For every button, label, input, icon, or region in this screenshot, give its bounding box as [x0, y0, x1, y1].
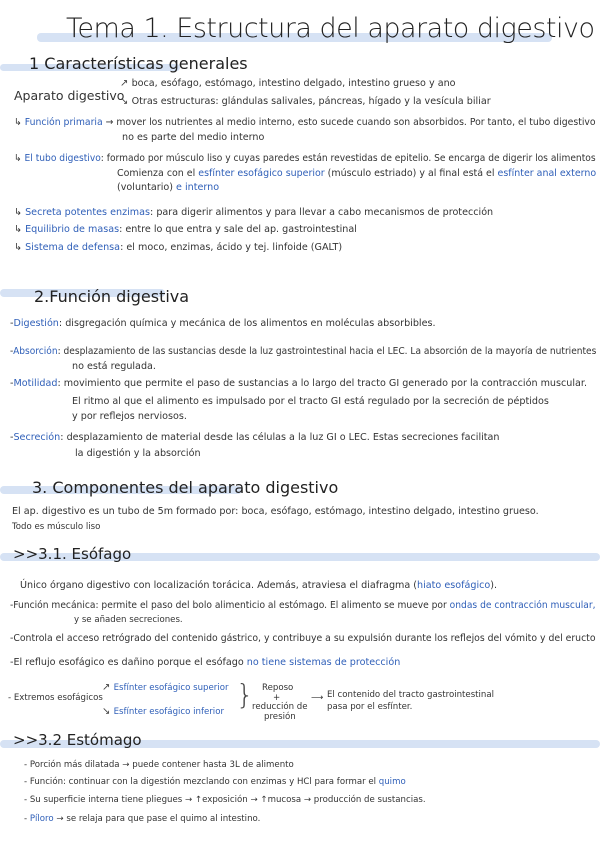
curved-arrow-icon: ↘	[102, 706, 114, 717]
return-arrow-icon: ↳	[14, 207, 26, 218]
esofago-mecanica-2: y se añaden secreciones.	[74, 615, 183, 625]
estomago-item-4: - Píloro → se relaja para que pase el quimo al intestino.	[24, 814, 261, 824]
funcion-primaria-line2: no es parte del medio interno	[122, 132, 265, 143]
esfinter-superior: ↗ Esfínter esofágico superior	[102, 682, 229, 693]
aparato-label: Aparato digestivo	[14, 88, 125, 103]
esofago-result-1: El contenido del tracto gastrointestinal	[327, 690, 495, 700]
estomago-heading: >>3.2 Estómago	[13, 731, 142, 749]
return-arrow-icon: ↳	[14, 224, 26, 235]
curved-arrow-icon: ↗	[120, 78, 132, 89]
extremos-label: - Extremos esofágicos	[8, 693, 103, 703]
esofago-result-2: pasa por el esfínter.	[327, 702, 413, 712]
plus-sign: +	[273, 693, 281, 703]
motilidad-row: -Motilidad: movimiento que permite el paso de sustancias a lo largo del tracto GI generado por la contracción muscular.	[10, 378, 588, 389]
section-3-intro-2: Todo es músculo liso	[12, 522, 101, 532]
estomago-item-1: - Porción más dilatada → puede contener hasta 3L de alimento	[24, 760, 294, 770]
tubo-line2: Comienza con el esfínter esofágico superior (músculo estriado) y al final está el esfínter anal externo	[117, 168, 597, 179]
esofago-heading: >>3.1. Esófago	[13, 545, 132, 563]
curved-arrow-icon: ↘	[120, 96, 132, 107]
right-brace-icon: }	[236, 678, 254, 711]
esofago-controla: -Controla el acceso retrógrado del contenido gástrico, y contribuye a su expulsión durante los reflejos del vómito y del eructo	[10, 633, 596, 644]
return-arrow-icon: ↳	[14, 117, 25, 128]
esofago-line1: Único órgano digestivo con localización torácica. Además, atraviesa el diafragma (hiato esofágico).	[20, 580, 498, 591]
section-1-heading: 1 Características generales	[29, 54, 248, 73]
defensa-row: ↳ Sistema de defensa: el moco, enzimas, ácido y tej. linfoide (GALT)	[14, 242, 343, 253]
secrecion-row: -Secreción: desplazamiento de material desde las células a la luz GI o LEC. Estas secreciones facilitan	[10, 432, 500, 443]
funcion-primaria-row: ↳ Función primaria → mover los nutrientes al medio interno, esto sucede cuando son absorbidos. Por tanto, el tubo digestivo	[14, 117, 596, 128]
estomago-item-2: - Función: continuar con la digestión mezclando con enzimas y HCl para formar el quimo	[24, 777, 406, 787]
esofago-reflujo: -El reflujo esofágico es dañino porque el esófago no tiene sistemas de protección	[10, 657, 401, 668]
digestion-row: -Digestión: disgregación química y mecánica de los alimentos en moléculas absorbibles.	[10, 318, 436, 329]
tubo-row: ↳ El tubo digestivo: formado por músculo liso y cuyas paredes están revestidas de epitelio. Se encarga de digerir los alimentos	[14, 153, 596, 164]
motilidad-line2: El ritmo al que el alimento es impulsado por el tracto GI está regulado por la secreción de péptidos	[72, 396, 549, 407]
presion-label: presión	[264, 712, 296, 722]
estomago-item-3: - Su superficie interna tiene pliegues → ↑exposición → ↑mucosa → producción de sustancias.	[24, 795, 426, 805]
section-3-intro-1: El ap. digestivo es un tubo de 5m formado por: boca, esófago, estómago, intestino delgado, intestino grueso.	[12, 506, 539, 517]
curved-arrow-icon: ↗	[102, 682, 114, 693]
reposo-label: Reposo	[262, 683, 294, 693]
aparato-item-2: ↘ Otras estructuras: glándulas salivales, páncreas, hígado y la vesícula biliar	[120, 96, 491, 107]
secrecion-line2: la digestión y la absorción	[75, 448, 201, 459]
motilidad-line3: y por reflejos nerviosos.	[72, 411, 187, 422]
absorcion-row: -Absorción: desplazamiento de las sustancias desde la luz gastrointestinal hacia el LEC. La absorción de la mayoría de nutrientes	[10, 346, 597, 357]
esofago-mecanica: -Función mecánica: permite el paso del bolo alimenticio al estómago. El alimento se mueve por ondas de contracción muscular,	[10, 600, 596, 611]
absorcion-line2: no está regulada.	[72, 361, 156, 372]
page-title: Tema 1. Estructura del aparato digestivo	[66, 13, 595, 44]
return-arrow-icon: ↳	[14, 242, 26, 253]
section-3-heading: 3. Componentes del aparato digestivo	[32, 478, 339, 497]
equilibrio-row: ↳ Equilibrio de masas: entre lo que entra y sale del ap. gastrointestinal	[14, 224, 357, 235]
secreta-row: ↳ Secreta potentes enzimas: para digerir alimentos y para llevar a cabo mecanismos de protección	[14, 207, 494, 218]
esfinter-inferior: ↘ Esfínter esofágico inferior	[102, 706, 224, 717]
return-arrow-icon: ↳	[14, 153, 25, 164]
reduccion-label: reducción de	[252, 702, 308, 712]
section-2-heading: 2.Función digestiva	[34, 287, 190, 306]
aparato-item-1: ↗ boca, esófago, estómago, intestino delgado, intestino grueso y ano	[120, 78, 456, 89]
arrow-right-icon: ⟶	[311, 693, 324, 703]
tubo-line3: (voluntario) e interno	[117, 182, 220, 193]
